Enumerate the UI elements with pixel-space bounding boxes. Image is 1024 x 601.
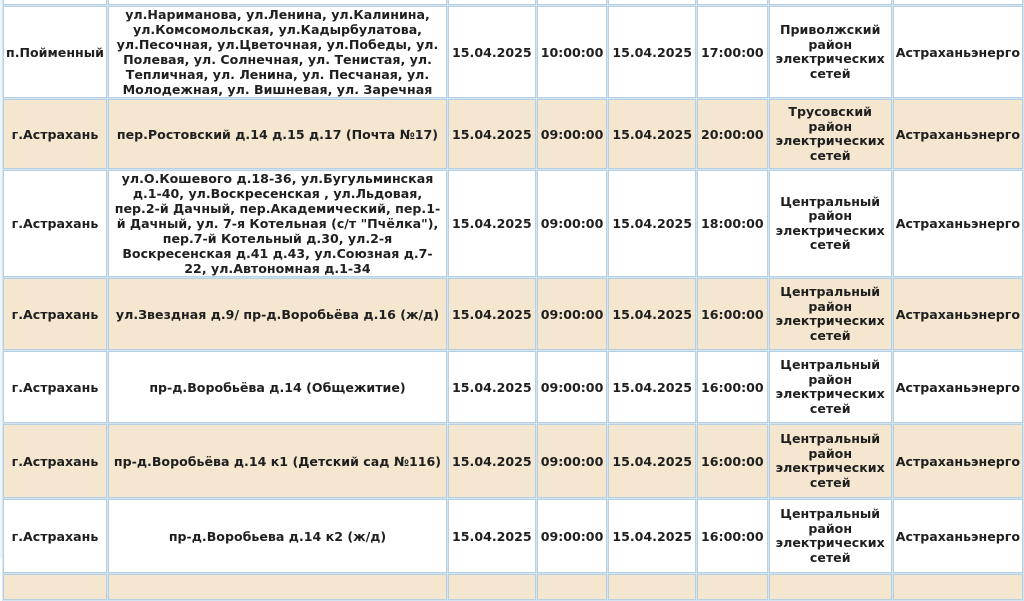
organization-cell: Астраханьэнерго — [893, 278, 1023, 350]
table-row-partial-top — [3, 0, 1023, 5]
end-time-cell: 17:00:00 — [697, 6, 768, 98]
table-row — [3, 499, 1023, 573]
address-cell: ул.Нариманова, ул.Ленина, ул.Калинина, ул.Комсомольская, ул.Кадырбулатова, ул.Песочная, ул.Цветочная, ул.Победы, ул. Полевая, ул. Солнечная, ул. Тенистая, ул. Тепличная, ул. Ленина, ул. Песчаная, ул. Молодежная, ул. Вишневая, ул. Заречная — [108, 6, 447, 98]
locality-cell: г.Астрахань — [3, 170, 107, 277]
start-date-cell: 15.04.2025 — [448, 424, 536, 498]
network-district-cell: Приволжский район электрических сетей — [769, 6, 892, 98]
table-row — [3, 170, 1023, 277]
table-row — [3, 424, 1023, 498]
locality-cell: г.Астрахань — [3, 424, 107, 498]
end-time-cell: 16:00:00 — [697, 351, 768, 423]
locality-cell: г.Астрахань — [3, 351, 107, 423]
table-row — [3, 278, 1023, 350]
network-district-cell: Центральный район электрических сетей — [769, 351, 892, 423]
organization-cell: Астраханьэнерго — [893, 6, 1023, 98]
organization-cell: Астраханьэнерго — [893, 424, 1023, 498]
start-date-cell: 15.04.2025 — [448, 351, 536, 423]
end-date-cell: 15.04.2025 — [608, 351, 696, 423]
end-date-cell: 15.04.2025 — [608, 499, 696, 573]
end-date-cell: 15.04.2025 — [608, 424, 696, 498]
end-date-cell: 15.04.2025 — [608, 278, 696, 350]
start-time-cell: 09:00:00 — [537, 499, 608, 573]
network-district-cell: Центральный район электрических сетей — [769, 170, 892, 277]
start-date-cell: 15.04.2025 — [448, 170, 536, 277]
start-time-cell: 09:00:00 — [537, 424, 608, 498]
outage-schedule-table — [2, 0, 1024, 601]
start-time-cell: 10:00:00 — [537, 6, 608, 98]
network-district-cell: Центральный район электрических сетей — [769, 424, 892, 498]
locality-cell: п.Пойменный — [3, 6, 107, 98]
address-cell: пр-д.Воробьёва д.14 (Общежитие) — [108, 351, 447, 423]
start-time-cell: 09:00:00 — [537, 170, 608, 277]
organization-cell: Астраханьэнерго — [893, 99, 1023, 169]
network-district-cell: Трусовский район электрических сетей — [769, 99, 892, 169]
address-cell: пр-д.Воробьева д.14 к2 (ж/д) — [108, 499, 447, 573]
network-district-cell: Центральный район электрических сетей — [769, 499, 892, 573]
address-cell: ул.Звездная д.9/ пр-д.Воробьёва д.16 (ж/д) — [108, 278, 447, 350]
table-row — [3, 6, 1023, 98]
organization-cell: Астраханьэнерго — [893, 351, 1023, 423]
end-date-cell: 15.04.2025 — [608, 6, 696, 98]
locality-cell: г.Астрахань — [3, 499, 107, 573]
end-date-cell: 15.04.2025 — [608, 170, 696, 277]
start-date-cell: 15.04.2025 — [448, 499, 536, 573]
organization-cell: Астраханьэнерго — [893, 170, 1023, 277]
start-date-cell: 15.04.2025 — [448, 99, 536, 169]
start-date-cell: 15.04.2025 — [448, 6, 536, 98]
end-time-cell: 20:00:00 — [697, 99, 768, 169]
end-time-cell: 16:00:00 — [697, 278, 768, 350]
start-date-cell: 15.04.2025 — [448, 278, 536, 350]
locality-cell: г.Астрахань — [3, 278, 107, 350]
organization-cell: Астраханьэнерго — [893, 499, 1023, 573]
table-row — [3, 351, 1023, 423]
locality-cell: г.Астрахань — [3, 99, 107, 169]
start-time-cell: 09:00:00 — [537, 351, 608, 423]
address-cell: пер.Ростовский д.14 д.15 д.17 (Почта №17) — [108, 99, 447, 169]
network-district-cell: Центральный район электрических сетей — [769, 278, 892, 350]
end-time-cell: 16:00:00 — [697, 424, 768, 498]
address-cell: пр-д.Воробьёва д.14 к1 (Детский сад №116) — [108, 424, 447, 498]
end-date-cell: 15.04.2025 — [608, 99, 696, 169]
start-time-cell: 09:00:00 — [537, 278, 608, 350]
table-row-partial-bottom — [3, 574, 1023, 600]
end-time-cell: 18:00:00 — [697, 170, 768, 277]
address-cell: ул.О.Кошевого д.18-36, ул.Бугульминская д.1-40, ул.Воскресенская , ул.Льдовая, пер.2-й Дачный, пер.Академический, пер.1-й Дачный, ул. 7-я Котельная (с/т "Пчёлка"), пер.7-й Котельный д.30, ул.2-я Воскресенская д.41 д.43, ул.Союзная д.7-22, ул.Автономная д.1-34 — [108, 170, 447, 277]
start-time-cell: 09:00:00 — [537, 99, 608, 169]
table-row — [3, 99, 1023, 169]
end-time-cell: 16:00:00 — [697, 499, 768, 573]
